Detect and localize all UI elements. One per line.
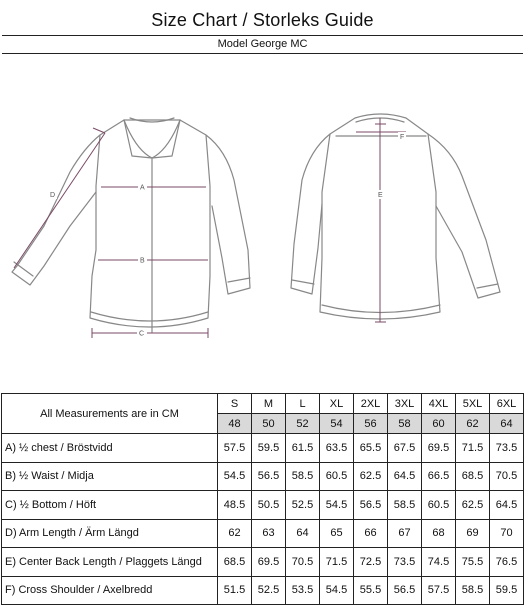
page-title: Size Chart / Storleks Guide [151,10,374,30]
table-row [2,519,524,548]
measurement-cell: 56.5 [252,462,286,491]
measurement-cell: 63.5 [320,434,354,463]
measurement-cell: 67.5 [388,434,422,463]
measurement-cell: 56.5 [354,491,388,520]
measurement-cell: 69.5 [422,434,456,463]
measurement-cell: 68 [422,519,456,548]
measurement-cell: 54.5 [320,576,354,605]
table-row [2,548,524,577]
size-label: M [252,394,286,414]
measurement-cell: 73.5 [388,548,422,577]
measurement-cell: 71.5 [320,548,354,577]
eu-size: 60 [422,414,456,434]
size-label: 5XL [456,394,490,414]
measurement-cell: 62 [218,519,252,548]
table-row [2,462,524,491]
measurement-cell: 69 [456,519,490,548]
measurement-cell: 64.5 [388,462,422,491]
measurement-cell: 69.5 [252,548,286,577]
row-label: A) ½ chest / Bröstvidd [2,434,218,463]
measurement-cell: 62.5 [354,462,388,491]
measurement-cell: 55.5 [354,576,388,605]
measure-label-c: C [139,330,145,338]
measurement-cell: 65.5 [354,434,388,463]
measure-label-f: F [400,134,405,141]
measurement-cell: 58.5 [286,462,320,491]
size-label: 3XL [388,394,422,414]
measurement-cell: 59.5 [490,576,524,605]
measurement-cell: 60.5 [422,491,456,520]
table-row [2,491,524,520]
eu-size: 56 [354,414,388,434]
measure-label-d: D [50,192,56,199]
measurement-cell: 68.5 [218,548,252,577]
table-row [2,576,524,605]
measurement-cell: 68.5 [456,462,490,491]
measurement-cell: 63 [252,519,286,548]
measurement-cell: 67 [388,519,422,548]
jacket-front-outline [12,118,250,332]
measurement-cell: 58.5 [456,576,490,605]
measurement-cell: 74.5 [422,548,456,577]
measurement-cell: 72.5 [354,548,388,577]
back-measure-lines [356,118,406,322]
jacket-back-outline [291,114,500,319]
measurement-cell: 56.5 [388,576,422,605]
measurement-cell: 64 [286,519,320,548]
measurement-cell: 75.5 [456,548,490,577]
size-chart-table [1,393,524,605]
measurement-cell: 64.5 [490,491,524,520]
eu-size: 48 [218,414,252,434]
measurement-cell: 65 [320,519,354,548]
size-label: XL [320,394,354,414]
measurement-cell: 57.5 [218,434,252,463]
measurement-cell: 48.5 [218,491,252,520]
measurement-cell: 57.5 [422,576,456,605]
eu-size: 64 [490,414,524,434]
table-header-label: All Measurements are in CM [2,394,218,434]
row-label: D) Arm Length / Ärm Längd [2,519,218,548]
measurement-cell: 58.5 [388,491,422,520]
row-label: B) ½ Waist / Midja [2,462,218,491]
measurement-cell: 76.5 [490,548,524,577]
measurement-cell: 52.5 [252,576,286,605]
measurement-cell: 71.5 [456,434,490,463]
measurement-cell: 70 [490,519,524,548]
eu-size: 54 [320,414,354,434]
size-label: 6XL [490,394,524,414]
size-label: 2XL [354,394,388,414]
measure-label-e: E [378,192,383,199]
measurement-cell: 73.5 [490,434,524,463]
row-label: E) Center Back Length / Plaggets Längd [2,548,218,577]
measurement-cell: 61.5 [286,434,320,463]
measurement-cell: 54.5 [320,491,354,520]
measurement-cell: 62.5 [456,491,490,520]
measure-label-b: B [140,257,145,265]
front-measure-lines [14,128,208,338]
size-label: L [286,394,320,414]
measurement-cell: 52.5 [286,491,320,520]
measurement-cell: 60.5 [320,462,354,491]
measurement-cell: 66 [354,519,388,548]
row-label: C) ½ Bottom / Höft [2,491,218,520]
measurement-cell: 50.5 [252,491,286,520]
measurement-cell: 66.5 [422,462,456,491]
table-row [2,434,524,463]
eu-size: 58 [388,414,422,434]
eu-size: 50 [252,414,286,434]
measurement-cell: 70.5 [490,462,524,491]
measurement-cell: 53.5 [286,576,320,605]
measure-label-a: A [140,184,145,192]
model-name: Model George MC [217,38,308,50]
eu-size: 62 [456,414,490,434]
measurement-cell: 51.5 [218,576,252,605]
measurement-cell: 59.5 [252,434,286,463]
row-label: F) Cross Shoulder / Axelbredd [2,576,218,605]
eu-size: 52 [286,414,320,434]
measurement-cell: 70.5 [286,548,320,577]
measurement-cell: 54.5 [218,462,252,491]
size-label: S [218,394,252,414]
size-label: 4XL [422,394,456,414]
